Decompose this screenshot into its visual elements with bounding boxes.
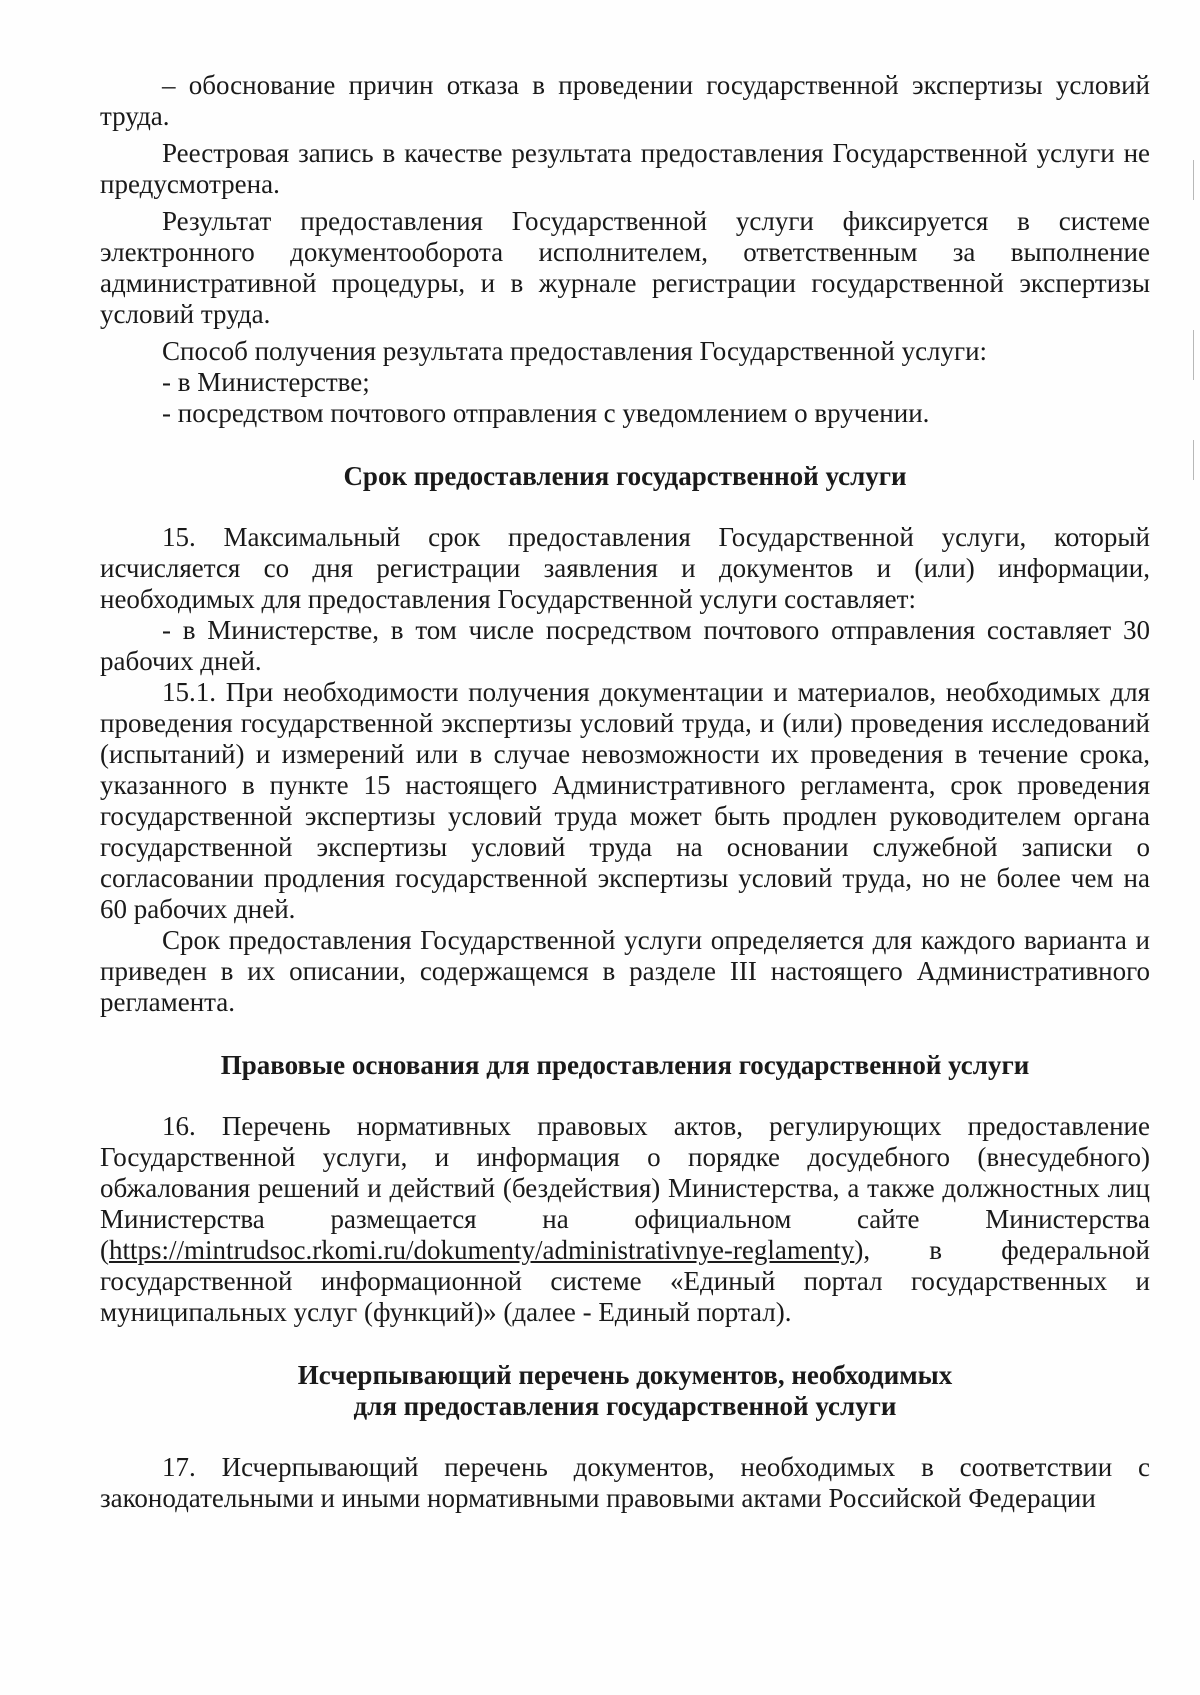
- paragraph-16: [100, 1111, 1150, 1328]
- section-heading-legal: Правовые основания для предоставления государственной услуги: [220, 1050, 1030, 1080]
- document-body: [100, 70, 1150, 1514]
- paragraph: Результат предоставления Государственной услуги фиксируется в системе электронного документооборота исполнителем, ответственным за выполнение административной процедуры, и в журнале регистрации государственной экспертизы условий труда.: [100, 206, 1150, 329]
- paragraph: Способ получения результата предоставления Государственной услуги:: [162, 336, 988, 366]
- ministry-regulations-link[interactable]: https://mintrudsoc.rkomi.ru/dokumenty/administrativnye-reglamenty: [109, 1235, 855, 1265]
- list-item: - в Министерстве;: [162, 367, 370, 397]
- paragraph-16-text: 16. Перечень нормативных правовых актов, регулирующих предоставление Государственной услуги, и информация о порядке досудебного (внесудебного) обжалования решений и действий (бездействия) Министерства, а также должностных лиц Министерства размещается на официальном сайте Министерства (: [100, 1111, 1150, 1265]
- paragraph-16-text-end: ), в федеральной государственной информационной системе «Единый портал государственных и муниципальных услуг (функций)» (далее - Единый портал).: [100, 1235, 1150, 1327]
- section-heading-docs-line2: для предоставления государственной услуги: [353, 1391, 897, 1421]
- scan-margin-mark: [1193, 160, 1194, 200]
- paragraph-15-1: 15.1. При необходимости получения документации и материалов, необходимых для проведения государственной экспертизы условий труда, и (или) проведения исследований (испытаний) и измерений или в случае невозможности их проведения в течение срока, указанного в пункте 15 настоящего Административного регламента, срок проведения государственной экспертизы условий труда может быть продлен руководителем органа государственной экспертизы условий труда на основании служебной записки о согласовании продления государственной экспертизы условий труда, но не более чем на 60 рабочих дней.: [100, 677, 1150, 924]
- scan-margin-mark: [1193, 440, 1194, 480]
- paragraph: – обоснование причин отказа в проведении государственной экспертизы условий труда.: [100, 70, 1150, 131]
- section-heading-docs-line1: Исчерпывающий перечень документов, необходимых: [297, 1360, 953, 1390]
- paragraph: Реестровая запись в качестве результата предоставления Государственной услуги не предусмотрена.: [100, 138, 1150, 199]
- paragraph-15: 15. Максимальный срок предоставления Государственной услуги, который исчисляется со дня регистрации заявления и документов и (или) информации, необходимых для предоставления Государственной услуги составляет:: [100, 522, 1150, 614]
- section-heading-term: Срок предоставления государственной услуги: [343, 461, 907, 491]
- scan-margin-mark: [1193, 330, 1194, 380]
- paragraph-17: 17. Исчерпывающий перечень документов, необходимых в соответствии с законодательными и иными нормативными правовыми актами Российской Федерации: [100, 1452, 1150, 1513]
- list-item: - посредством почтового отправления с уведомлением о вручении.: [162, 398, 930, 428]
- paragraph-variant: Срок предоставления Государственной услуги определяется для каждого варианта и приведен в их описании, содержащемся в разделе III настоящего Административного регламента.: [100, 925, 1150, 1017]
- paragraph-15-item: - в Министерстве, в том числе посредством почтового отправления составляет 30 рабочих дней.: [100, 615, 1150, 676]
